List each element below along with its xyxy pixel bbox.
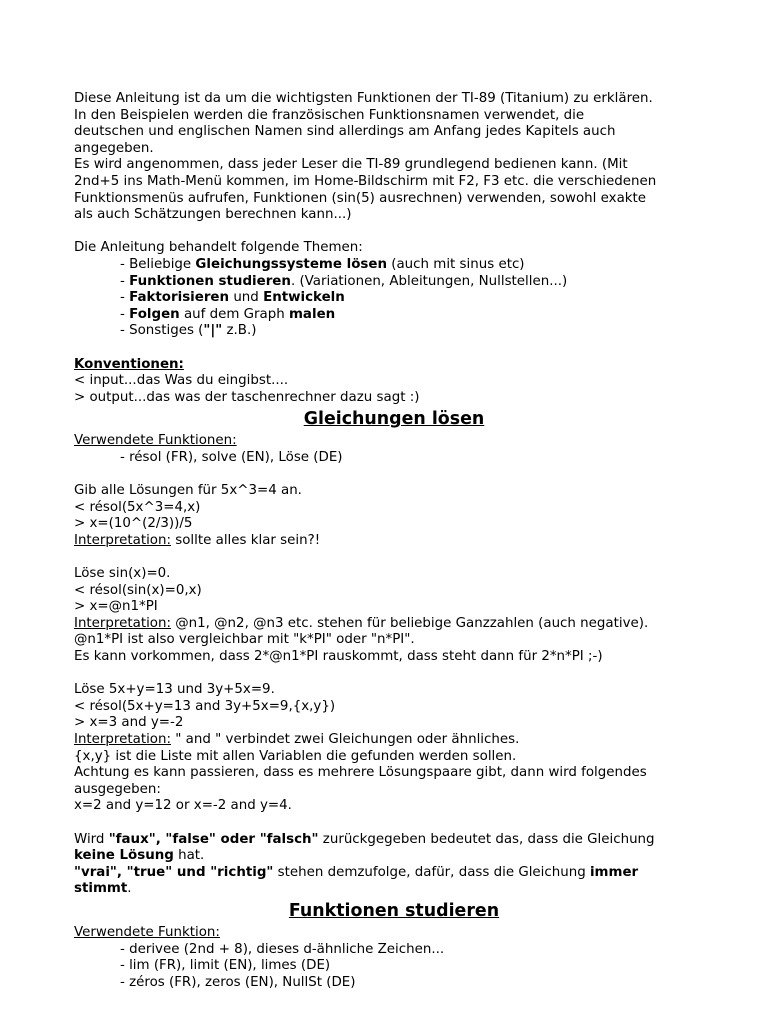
example-input: < résol(5x+y=13 and 3y+5x=9,{x,y}): [74, 698, 336, 714]
document-body: [74, 91, 714, 991]
example-output: > x=@n1*PI: [74, 599, 158, 615]
example-interpretation: Interpretation: @n1, @n2, @n3 etc. stehen für beliebige Ganzzahlen (auch negative).: [74, 615, 649, 631]
topic-item: - Beliebige Gleichungssysteme lösen (auch mit sinus etc): [120, 256, 525, 272]
intro-line: angegeben.: [74, 140, 154, 156]
example-note: x=2 and y=12 or x=-2 and y=4.: [74, 798, 292, 814]
intro-line: Es wird angenommen, dass jeder Leser die TI-89 grundlegend bedienen kann. (Mit: [74, 157, 628, 173]
result-note: stimmt.: [74, 881, 132, 897]
topics-header: Die Anleitung behandelt folgende Themen:: [74, 240, 363, 256]
used-function-item: - résol (FR), solve (EN), Löse (DE): [120, 449, 343, 465]
example-interpretation: Interpretation: " and " verbindet zwei Gleichungen oder ähnliches.: [74, 731, 520, 747]
topic-item: - Sonstiges ("|" z.B.): [120, 323, 257, 339]
section-heading: Gleichungen lösen: [303, 409, 485, 430]
example-question: Löse sin(x)=0.: [74, 566, 171, 582]
result-note: "vrai", "true" und "richtig" stehen demzufolge, dafür, dass die Gleichung immer: [74, 864, 639, 880]
intro-line: deutschen und englischen Namen sind allerdings am Anfang jedes Kapitels auch: [74, 124, 616, 140]
example-note: {x,y} ist die Liste mit allen Variablen die gefunden werden sollen.: [74, 748, 517, 764]
used-functions-label: Verwendete Funktionen:: [74, 433, 237, 449]
topic-item: - Folgen auf dem Graph malen: [120, 306, 336, 322]
convention-output: > output...das was der taschenrechner dazu sagt :): [74, 389, 420, 405]
convention-input: < input...das Was du eingibst....: [74, 373, 289, 389]
example-note: Achtung es kann passieren, dass es mehrere Lösungspaare gibt, dann wird folgendes: [74, 765, 647, 781]
example-note: ausgegeben:: [74, 781, 161, 797]
conventions-title: Konventionen:: [74, 356, 184, 372]
example-note: Es kann vorkommen, dass 2*@n1*PI rauskommt, dass steht dann für 2*n*PI ;-): [74, 649, 603, 664]
example-input: < résol(sin(x)=0,x): [74, 582, 202, 598]
example-question: Gib alle Lösungen für 5x^3=4 an.: [74, 483, 302, 499]
used-function-item: - zéros (FR), zeros (EN), NullSt (DE): [120, 974, 356, 990]
intro-line: Funktionsmenüs aufrufen, Funktionen (sin(5) ausrechnen) verwenden, sowohl exakte: [74, 190, 647, 206]
result-note: Wird "faux", "false" oder "falsch" zurückgegeben bedeutet das, dass die Gleichung: [74, 831, 655, 847]
section-heading: Funktionen studieren: [288, 900, 500, 921]
intro-line: als auch Schätzungen berechnen kann...): [74, 207, 352, 223]
example-output: > x=(10^(2/3))/5: [74, 516, 193, 532]
topic-item: - Funktionen studieren. (Variationen, Ableitungen, Nullstellen...): [120, 273, 568, 289]
example-note: @n1*PI ist also vergleichbar mit "k*PI" oder "n*PI".: [74, 632, 415, 648]
result-note: keine Lösung hat.: [74, 848, 205, 864]
used-functions-label: Verwendete Funktion:: [74, 924, 220, 940]
example-question: Löse 5x+y=13 und 3y+5x=9.: [74, 682, 275, 698]
example-input: < résol(5x^3=4,x): [74, 499, 201, 515]
used-function-item: - lim (FR), limit (EN), limes (DE): [120, 958, 331, 974]
example-output: > x=3 and y=-2: [74, 715, 184, 731]
intro-line: Diese Anleitung ist da um die wichtigsten Funktionen der TI-89 (Titanium) zu erklären.: [74, 91, 653, 106]
example-interpretation: Interpretation: sollte alles klar sein?!: [74, 532, 321, 548]
topic-item: - Faktorisieren und Entwickeln: [120, 290, 345, 306]
intro-line: 2nd+5 ins Math-Menü kommen, im Home-Bildschirm mit F2, F3 etc. die verschiedenen: [74, 173, 657, 189]
used-function-item: - derivee (2nd + 8), dieses d-ähnliche Zeichen...: [120, 941, 445, 957]
intro-line: In den Beispielen werden die französischen Funktionsnamen verwendet, die: [74, 107, 585, 123]
